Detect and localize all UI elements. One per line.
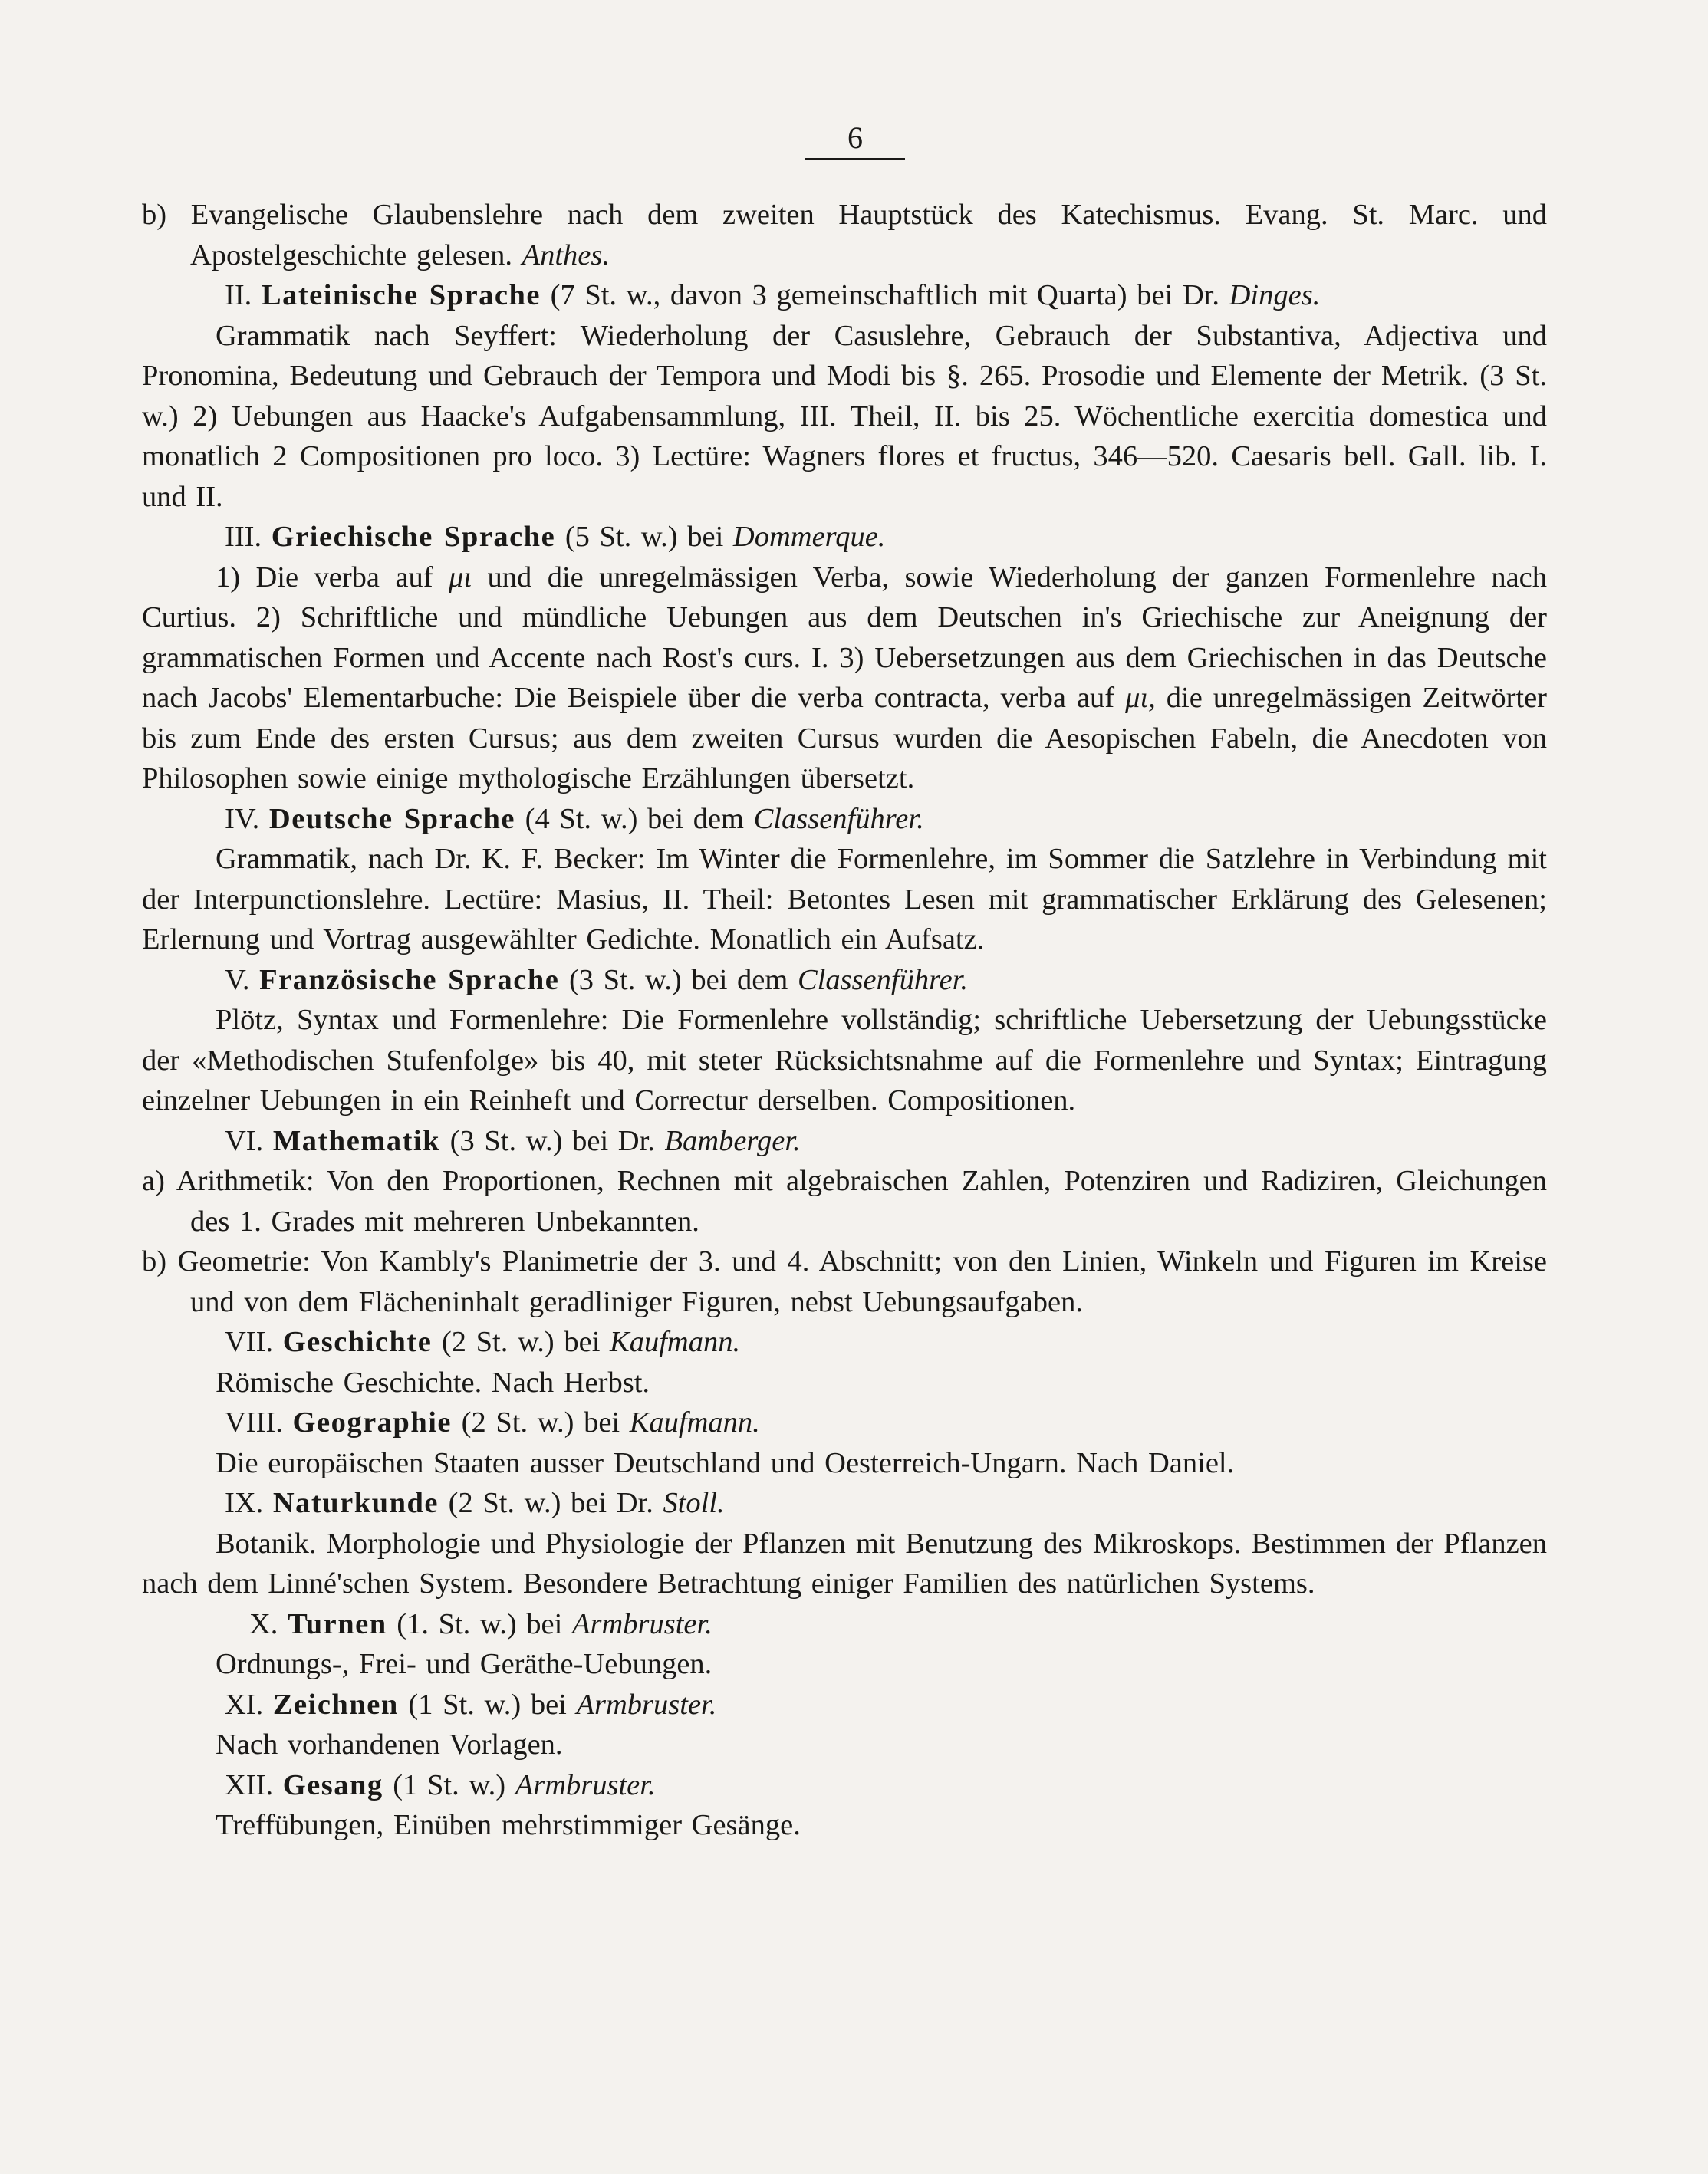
section-body-latein: Grammatik nach Seyffert: Wiederholung der Casuslehre, Gebrauch der Substantiva, Adjectiva und Pronomina, Bedeutung und Gebrauch der Tempora und Modi bis §. 265. Prosodie und Elemente der Metrik. (3 St. w.) 2) Uebungen aus Haacke's Aufgabensammlung, III. Theil, II. bis 25. Wöchentliche exercitia domestica und monatlich 2 Compositionen pro loco. 3) Lectüre: Wagners flores et fructus, 346—520. Caesaris bell. Gall. lib. I. und II. — [142, 319, 1547, 513]
section-heading-geographie — [142, 1403, 1547, 1443]
section-teacher: Armbruster. — [515, 1768, 656, 1801]
section-numeral: VIII. — [225, 1406, 283, 1439]
math-item-b: b) Geometrie: Von Kambly's Planimetrie der 3. und 4. Abschnitt; von den Linien, Winkeln und Figuren im Kreise und von dem Flächeninhalt geradliniger Figuren, nebst Uebungsaufgaben. — [142, 1245, 1547, 1318]
body-part: und die unregelmässigen Verba, sowie Wiederholung der ganzen Formenlehre nach Curtius. 2) Schriftliche und mündliche Uebungen aus dem Deutschen in's Griechische zur Aneignung der grammatischen Formen und Accente nach Rost's curs. I. 3) Uebersetzungen aus dem Griechischen in das Deutsche nach Jacobs' Elementarbuche: Die Beispiele über die verba contracta, verba auf — [142, 561, 1547, 714]
section-title: Naturkunde — [272, 1487, 439, 1519]
section-heading-zeichnen — [142, 1685, 1547, 1725]
section-title: Französische Sprache — [259, 963, 560, 996]
section-body-naturkunde: Botanik. Morphologie und Physiologie der Pflanzen mit Benutzung des Mikroskops. Bestimmen der Pflanzen nach dem Linné'schen System. Besondere Betrachtung einiger Familien des natürlichen Systems. — [142, 1527, 1547, 1600]
religion-item-b-teacher: Anthes. — [522, 238, 610, 271]
section-title: Lateinische Sprache — [261, 279, 541, 311]
section-title: Geschichte — [282, 1326, 433, 1358]
body-part: die unregelmässigen Zeitwörter bis zum Ende des ersten Cursus; aus dem zweiten Cursus wurden die Aesopischen Fabeln, die Anecdoten von Philosophen sowie einige mythologische Erzählungen übersetzt. — [142, 682, 1548, 794]
section-info: (1 St. w.) — [393, 1768, 506, 1801]
section-teacher: Kaufmann. — [610, 1326, 741, 1358]
section-body-geographie: Die europäischen Staaten ausser Deutschland und Oesterreich-Ungarn. Nach Daniel. — [216, 1446, 1235, 1479]
section-heading-griechisch — [142, 517, 1547, 557]
section-heading-deutsch — [142, 799, 1547, 840]
section-info: (3 St. w.) bei dem — [568, 963, 788, 996]
section-numeral: IV. — [225, 802, 260, 835]
section-heading-franzoesisch — [142, 960, 1547, 1001]
section-teacher: Classenführer. — [797, 963, 969, 996]
section-heading-naturkunde — [142, 1483, 1547, 1524]
section-numeral: IX. — [225, 1487, 264, 1519]
section-teacher: Dinges. — [1229, 279, 1321, 311]
section-title: Turnen — [288, 1607, 387, 1640]
section-heading-mathematik — [142, 1121, 1547, 1162]
section-title: Gesang — [282, 1768, 383, 1801]
section-title: Mathematik — [272, 1124, 441, 1157]
body-part: 1) Die verba auf — [216, 561, 433, 594]
religion-item-b — [142, 195, 1547, 275]
section-teacher: Armbruster. — [571, 1607, 712, 1640]
section-body-zeichnen: Nach vorhandenen Vorlagen. — [216, 1728, 563, 1761]
page-number-rule — [805, 158, 905, 160]
section-info: (5 St. w.) bei — [564, 521, 724, 553]
section-numeral: II. — [225, 279, 252, 311]
section-numeral: III. — [225, 521, 262, 553]
section-info: (3 St. w.) bei Dr. — [449, 1124, 655, 1157]
section-title: Geographie — [292, 1406, 453, 1439]
section-teacher: Armbruster. — [576, 1688, 717, 1721]
religion-item-b-text: b) Evangelische Glaubenslehre nach dem zweiten Hauptstück des Katechismus. Evang. St. Marc. und Apostelgeschichte gelesen. — [142, 199, 1547, 271]
section-heading-gesang — [142, 1765, 1547, 1806]
section-body-deutsch: Grammatik, nach Dr. K. F. Becker: Im Winter die Formenlehre, im Sommer die Satzlehre in Verbindung mit der Interpunctionslehre. Lectüre: Masius, II. Theil: Betontes Lesen mit grammatischer Erklärung des Gelesenen; Erlernung und Vortrag ausgewählter Gedichte. Monatlich ein Aufsatz. — [142, 843, 1547, 955]
section-heading-turnen — [142, 1604, 1547, 1645]
section-title: Deutsche Sprache — [268, 802, 515, 835]
section-info: (4 St. w.) bei dem — [525, 802, 744, 835]
section-body-franzoesisch: Plötz, Syntax und Formenlehre: Die Formenlehre vollständig; schriftliche Uebersetzung der Uebungsstücke der «Methodischen Stufenfolge» bis 40, mit steter Rücksichtsnahme auf die Formenlehre und Syntax; Eintragung einzelner Uebungen in ein Reinheft und Correctur derselben. Compositionen. — [142, 1004, 1547, 1117]
section-teacher: Classenführer. — [753, 802, 924, 835]
section-numeral: XI. — [225, 1688, 264, 1721]
section-info: (2 St. w.) bei — [461, 1406, 620, 1439]
section-numeral: VII. — [225, 1326, 274, 1358]
section-title: Griechische Sprache — [271, 521, 556, 553]
section-info: (1 St. w.) bei — [408, 1688, 567, 1721]
section-heading-geschichte — [142, 1322, 1547, 1363]
section-numeral: V. — [225, 963, 250, 996]
section-info: (2 St. w.) bei — [441, 1326, 601, 1358]
section-body-gesang: Treffübungen, Einüben mehrstimmiger Gesänge. — [216, 1809, 801, 1841]
section-info: (7 St. w., davon 3 gemeinschaftlich mit Quarta) bei Dr. — [550, 279, 1219, 311]
page-number: 6 — [847, 120, 863, 155]
section-numeral: VI. — [225, 1124, 264, 1157]
greek-mi: μι — [449, 561, 472, 594]
section-teacher: Dommerque. — [732, 521, 886, 553]
section-body-turnen: Ordnungs-, Frei- und Geräthe-Uebungen. — [216, 1648, 712, 1680]
section-body-griechisch — [142, 557, 1547, 799]
greek-mi: μι, — [1125, 682, 1156, 714]
math-item-a: a) Arithmetik: Von den Proportionen, Rechnen mit algebraischen Zahlen, Potenziren und Radiziren, Gleichungen des 1. Grades mit mehreren Unbekannten. — [142, 1165, 1547, 1238]
section-info: (2 St. w.) bei Dr. — [448, 1487, 653, 1519]
section-teacher: Stoll. — [663, 1487, 725, 1519]
section-heading-latein — [142, 275, 1547, 316]
section-title: Zeichnen — [272, 1688, 399, 1721]
page-body — [142, 195, 1547, 1846]
section-body-geschichte: Römische Geschichte. Nach Herbst. — [216, 1366, 650, 1399]
section-teacher: Kaufmann. — [629, 1406, 760, 1439]
section-teacher: Bamberger. — [664, 1124, 801, 1157]
section-info: (1. St. w.) bei — [397, 1607, 563, 1640]
section-numeral: XII. — [225, 1768, 274, 1801]
section-numeral: X. — [249, 1607, 278, 1640]
